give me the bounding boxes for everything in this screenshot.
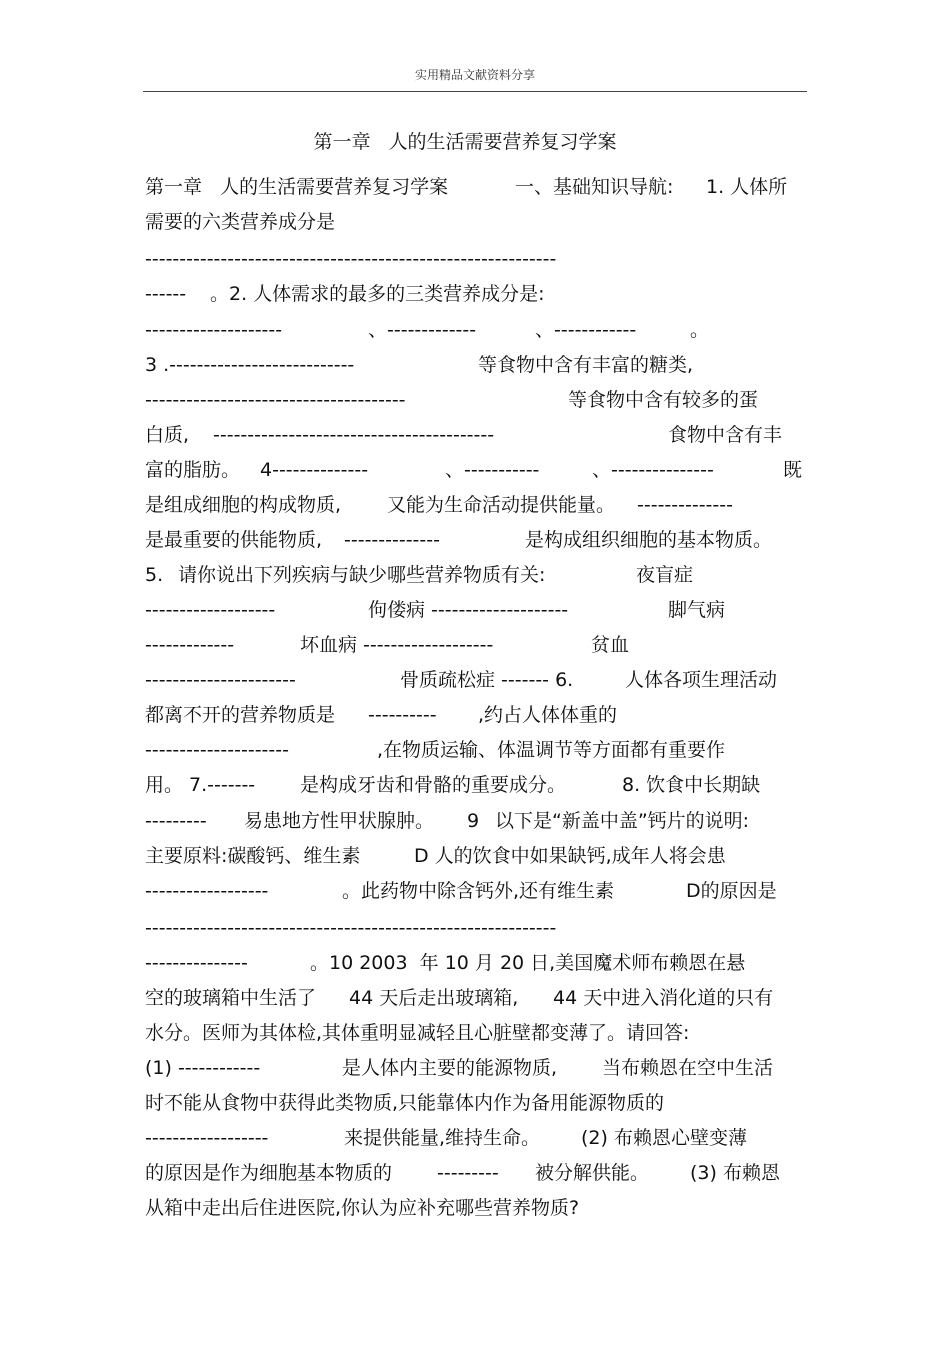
header-text: 实用精品文献资料分享 (414, 68, 535, 82)
blank-line: ------------------------------------------------------------ (145, 248, 557, 270)
text-segment: 空的玻璃箱中生活了 (145, 987, 317, 1009)
blank-line: --------- (437, 1162, 499, 1184)
text-segment: 食物中含有丰 (668, 424, 783, 446)
header-divider (143, 91, 807, 92)
text-segment: 9 (467, 810, 480, 832)
blank-line: ------------------- (145, 599, 276, 621)
blank-line: --------------------- (145, 739, 289, 761)
text-segment: 当布赖恩在空中生活 (602, 1057, 774, 1079)
blank-line: ---------------------- (145, 669, 296, 691)
text-segment: 等食物中含有较多的蛋 (568, 389, 759, 411)
text-segment: 44 天后走出玻璃箱, (349, 987, 519, 1009)
text-segment: 8. 饮食中长期缺 (622, 774, 761, 796)
text-segment: 。此药物中除含钙外,还有维生素 (342, 880, 615, 902)
text-segment: 的原因是作为细胞基本物质的 (145, 1162, 393, 1184)
text-segment: 被分解供能。 (535, 1162, 650, 1184)
text-segment: 一、基础知识导航: (515, 176, 674, 198)
text-segment: 水分。医师为其体检,其体重明显减轻且心脏壁都变薄了。请回答: (145, 1022, 690, 1044)
text-segment: 来提供能量,维持生命。 (344, 1127, 541, 1149)
text-segment: D 人的饮食中如果缺钙,成年人将会患 (414, 845, 726, 867)
text-segment: 易患地方性甲状腺肿。 (244, 810, 435, 832)
text-segment: 44 天中进入消化道的只有 (553, 987, 774, 1009)
text-segment: 贫血 (591, 634, 630, 656)
text-segment: 佝偻病 -------------------- (368, 599, 569, 621)
text-segment: 坏血病 ------------------- (300, 634, 494, 656)
text-segment: (1) ------------ (145, 1057, 261, 1079)
text-segment: 4-------------- (260, 459, 369, 481)
text-segment: 都离不开的营养物质是 (145, 704, 336, 726)
text-segment: 。2. 人体需求的最多的三类营养成分是: (210, 283, 545, 305)
text-segment: 是构成组织细胞的基本物质。 (525, 529, 773, 551)
blank-line: ------ (145, 283, 187, 305)
text-segment: 是构成牙齿和骨骼的重要成分。 (300, 774, 567, 796)
text-segment: 脚气病 (668, 599, 726, 621)
text-segment: 请你说出下列疾病与缺少哪些营养物质有关: (178, 564, 546, 586)
text-segment: 是最重要的供能物质, (145, 529, 323, 551)
blank-line: 、--------------- (592, 459, 714, 481)
page-title: 第一章 人的生活需要营养复习学案 (313, 131, 617, 153)
text-segment: 以下是“新盖中盖”钙片的说明: (495, 810, 750, 832)
text-segment: 骨质疏松症 ------- 6. (400, 669, 574, 691)
text-segment: 又能为生命活动提供能量。 (387, 494, 616, 516)
text-segment: 3 .--------------------------- (145, 354, 355, 376)
text-segment: 富的脂肪。 (145, 459, 241, 481)
text-segment: 。 (690, 319, 710, 341)
blank-line: ------------------------------------------------------------ (145, 917, 557, 939)
text-segment: 既 (783, 459, 803, 481)
blank-line: ------------------ (145, 1127, 269, 1149)
blank-line: ------------- (145, 634, 235, 656)
blank-line: 、------------ (535, 319, 637, 341)
blank-line: -------------- (637, 494, 733, 516)
text-segment: 1. 人体所 (706, 176, 788, 198)
blank-line: ---------- (368, 704, 437, 726)
text-segment: 。10 2003 年 10 月 20 日,美国魔术师布赖恩在悬 (310, 952, 746, 974)
text-segment: D的原因是 (686, 880, 777, 902)
blank-line: 、------------- (368, 319, 477, 341)
text-segment: 5. (145, 564, 164, 586)
text-segment: 是人体内主要的能源物质, (342, 1057, 558, 1079)
text-segment: 是组成细胞的构成物质, (145, 494, 342, 516)
blank-line: --------------- (145, 952, 248, 974)
blank-line: --------- (145, 810, 207, 832)
text-segment: 人体各项生理活动 (625, 669, 778, 691)
text-segment: 主要原料:碳酸钙、维生素 (145, 845, 361, 867)
text-segment: 用。 7.------- (145, 774, 256, 796)
text-segment: 从箱中走出后住进医院,你认为应补充哪些营养物质? (145, 1197, 580, 1219)
text-segment: 需要的六类营养成分是 (145, 211, 336, 233)
blank-line: -------------------------------------- (145, 389, 406, 411)
text-segment: ,在物质运输、体温调节等方面都有重要作 (377, 739, 726, 761)
text-segment: 第一章 人的生活需要营养复习学案 (145, 176, 449, 198)
text-segment: 等食物中含有丰富的糖类, (478, 354, 694, 376)
blank-line: -------------------- (145, 319, 283, 341)
text-segment: ,约占人体体重的 (478, 704, 618, 726)
blank-line: 、----------- (445, 459, 540, 481)
text-segment: 白质, (145, 424, 190, 446)
blank-line: -------------- (344, 529, 440, 551)
text-segment: (3) 布赖恩 (690, 1162, 780, 1184)
text-segment: (2) 布赖恩心壁变薄 (581, 1127, 747, 1149)
blank-line: ------------------ (145, 880, 269, 902)
text-segment: 时不能从食物中获得此类物质,只能靠体内作为备用能源物质的 (145, 1092, 665, 1114)
text-segment: 夜盲症 (636, 564, 694, 586)
blank-line: ----------------------------------------- (213, 424, 495, 446)
